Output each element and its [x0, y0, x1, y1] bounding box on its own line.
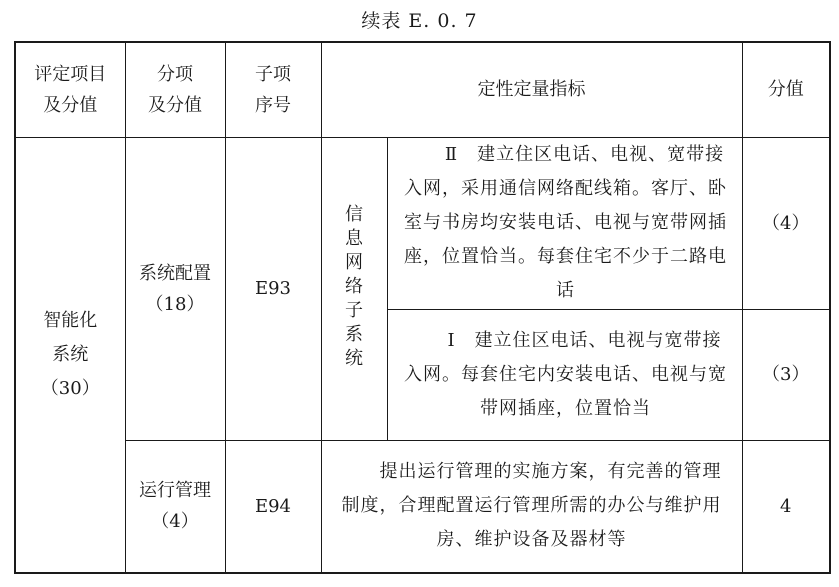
- subitem-name: 系统配置: [139, 262, 211, 284]
- item-name: 智能化: [43, 309, 98, 331]
- level-2-score: （4）: [742, 137, 830, 309]
- subitem-name-2: 运行管理: [139, 480, 211, 502]
- subsystem-cell: [321, 137, 387, 440]
- header-code: [225, 42, 321, 137]
- indicator-level-2: [387, 137, 742, 309]
- header-item-line2: 及分值: [43, 94, 98, 116]
- e94-score: 4: [742, 440, 830, 573]
- level-1-text: 建立住区电话、电视与宽带接入网。每套住宅内安装电话、电视与宽带网插座，位置恰当: [404, 329, 727, 419]
- indicator-level-1: [387, 309, 742, 440]
- table-row: [15, 440, 830, 573]
- header-item: [15, 42, 125, 137]
- subitem-code-2: E94: [225, 440, 321, 573]
- item-score: （30）: [40, 377, 100, 399]
- subitem-score-2: （4）: [151, 511, 199, 533]
- item-name-2: 系统: [52, 343, 89, 365]
- level-1-grade: Ⅰ: [447, 329, 456, 351]
- table-row: [15, 137, 830, 309]
- level-2-text: 建立住区电话、电视、宽带接入网，采用通信网络配线箱。客厅、卧室与书房均安装电话、电视与宽带网插座，位置恰当。每套住宅不少于二路电话: [404, 144, 727, 301]
- level-1-score: （3）: [742, 309, 830, 440]
- subitem-code: E93: [225, 137, 321, 440]
- subitem-score: （18）: [145, 293, 205, 315]
- header-item-line1: 评定项目: [34, 63, 107, 85]
- item-cell: [15, 137, 125, 573]
- header-subitem: [125, 42, 225, 137]
- subitem-cell: [125, 137, 225, 440]
- evaluation-table: [14, 41, 831, 574]
- subsystem-label: 信息网络子系统: [345, 204, 363, 369]
- header-code-line1: 子项: [255, 63, 291, 85]
- header-score: 分值: [742, 42, 830, 137]
- indicator-e94: [321, 440, 742, 573]
- header-row: [15, 42, 830, 137]
- e94-text: 提出运行管理的实施方案，有完善的管理制度，合理配置运行管理所需的办公与维护用房、维护设备及器材等: [341, 461, 722, 551]
- header-indicator: 定性定量指标: [321, 42, 742, 137]
- header-subitem-line1: 分项: [157, 63, 193, 85]
- header-subitem-line2: 及分值: [148, 94, 202, 116]
- level-2-grade: Ⅱ: [444, 144, 459, 165]
- subitem-cell-2: [125, 440, 225, 573]
- table-caption: 续表 E. 0. 7: [361, 10, 478, 32]
- header-code-line2: 序号: [255, 94, 291, 116]
